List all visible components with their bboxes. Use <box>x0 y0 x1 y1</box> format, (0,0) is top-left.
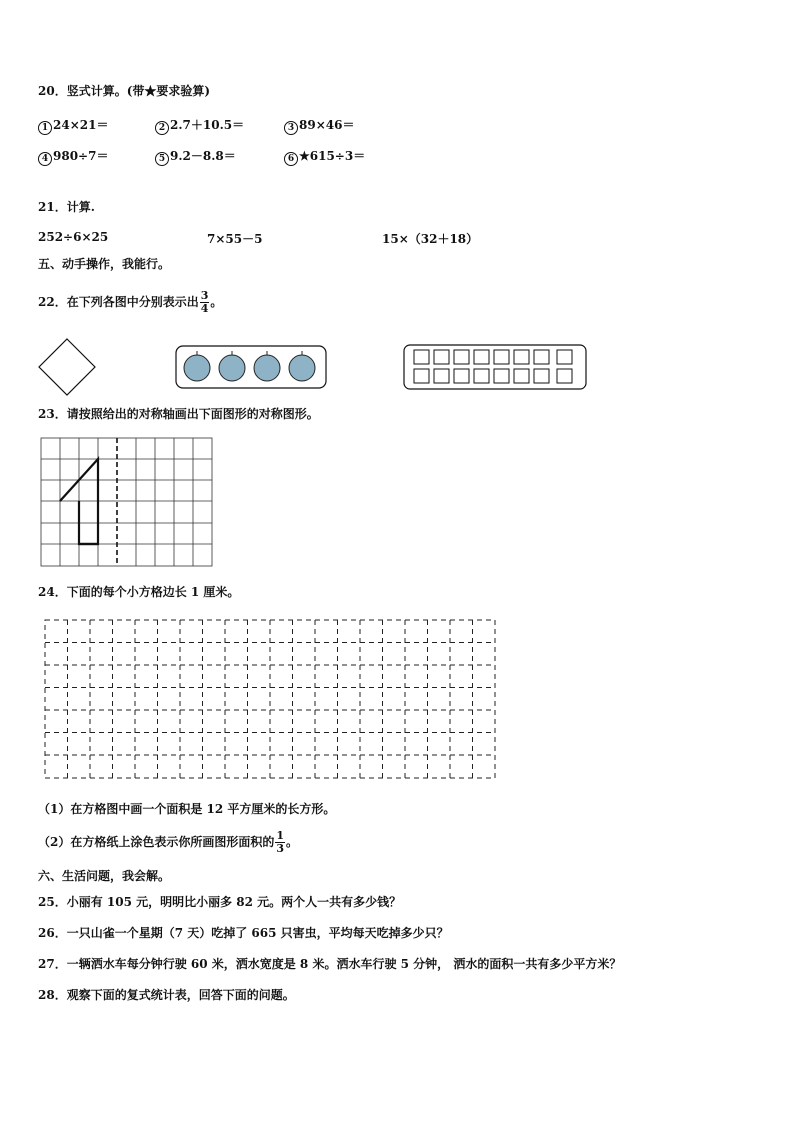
q20-item-6 <box>284 147 365 166</box>
q20-expr-4: 980÷7＝ <box>53 149 109 163</box>
apple-icon <box>184 351 210 381</box>
circle-number-6: 6 <box>284 152 298 166</box>
q21-expr-3: 15×（32＋18） <box>382 232 479 246</box>
section-6-heading: 六、生活问题，我会解。 <box>38 869 171 883</box>
q20-expr-3: 89×46＝ <box>299 118 355 132</box>
q24-title: 24．下面的每个小方格边长 1 厘米。 <box>38 585 240 599</box>
symmetry-grid <box>40 437 214 568</box>
section-5-heading: 五、动手操作，我能行。 <box>38 257 171 271</box>
q20-expr-6: ★615÷3＝ <box>299 149 366 163</box>
fraction-one-third: $\frac{1}{3}$ <box>276 829 285 855</box>
diamond-shape <box>36 336 98 398</box>
q20-item-5 <box>155 147 236 166</box>
dashed-grid <box>44 619 498 781</box>
q21-expr-1: 252÷6×25 <box>38 230 109 244</box>
circle-number-1: 1 <box>38 121 52 135</box>
q20-item-3 <box>284 116 354 135</box>
apple-icon <box>219 351 245 381</box>
q22-title: 22．在下列各图中分别表示出 $\frac{3}{4}$ 。 <box>38 289 223 315</box>
fraction-three-quarters: $\frac{3}{4}$ <box>200 289 209 315</box>
circle-number-4: 4 <box>38 152 52 166</box>
q20-expr-1: 24×21＝ <box>53 118 109 132</box>
apple-box <box>174 344 328 390</box>
q20-item-1 <box>38 116 108 135</box>
apple-icon <box>289 351 315 381</box>
q28-text: 28．观察下面的复式统计表，回答下面的问题。 <box>38 988 295 1002</box>
q26-text: 26．一只山雀一个星期（7 天）吃掉了 665 只害虫，平均每天吃掉多少只？ <box>38 926 449 940</box>
circle-number-3: 3 <box>284 121 298 135</box>
circle-number-5: 5 <box>155 152 169 166</box>
q21-expr-2: 7×55－5 <box>207 232 263 246</box>
circle-number-2: 2 <box>155 121 169 135</box>
q20-expr-2: 2.7＋10.5＝ <box>170 118 245 132</box>
q20-title: 20．竖式计算。(带★要求验算) <box>38 84 211 98</box>
q24-sub1: （1）在方格图中画一个面积是 12 平方厘米的长方形。 <box>38 802 336 816</box>
apple-icon <box>254 351 280 381</box>
q20-item-4 <box>38 147 108 166</box>
q23-title: 23．请按照给出的对称轴画出下面图形的对称图形。 <box>38 407 319 421</box>
square-grid-box <box>402 343 588 391</box>
q24-sub2-text: （2）在方格纸上涂色表示你所画图形面积的 <box>38 835 275 849</box>
q20-expr-5: 9.2－8.8＝ <box>170 149 236 163</box>
q24-sub2: （2）在方格纸上涂色表示你所画图形面积的 $\frac{1}{3}$ 。 <box>38 829 299 855</box>
q25-text: 25．小丽有 105 元，明明比小丽多 82 元。两个人一共有多少钱？ <box>38 895 402 909</box>
q22-title-text: 22．在下列各图中分别表示出 <box>38 295 199 309</box>
q21-title: 21．计算. <box>38 200 95 214</box>
q27-text: 27．一辆洒水车每分钟行驶 60 米，洒水宽度是 8 米。洒水车行驶 5 分钟， 洒水的面积一共有多少平方米？ <box>38 957 622 971</box>
q20-item-2 <box>155 116 244 135</box>
